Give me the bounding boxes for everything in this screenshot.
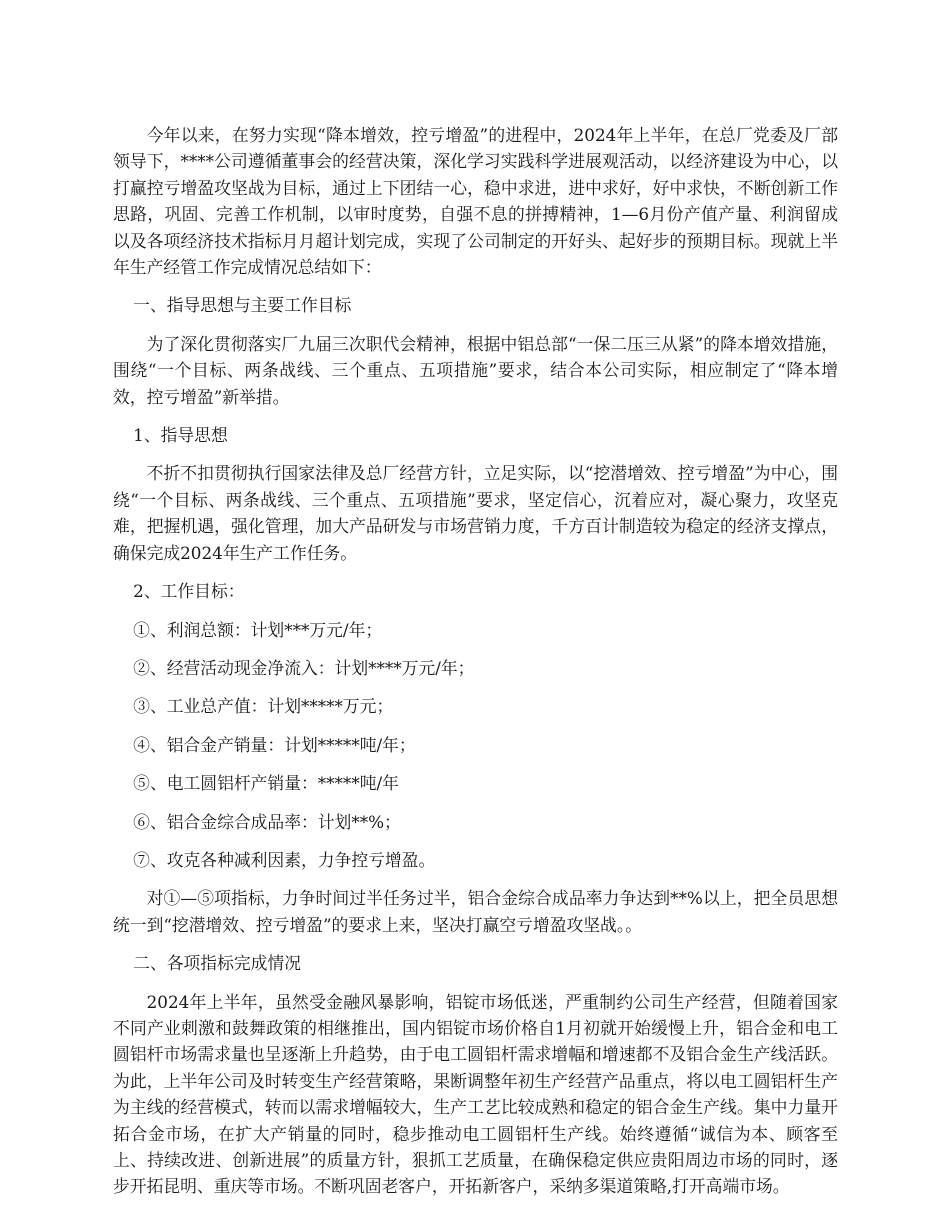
target-item-1: ①、利润总额：计划***万元/年； bbox=[133, 619, 383, 640]
targets-summary-paragraph: 对①—⑤项指标，力争时间过半任务过半，铝合金综合成品率力争达到**%以上，把全员思想统一到“挖潜增效、控亏增盈”的要求上来，坚决打赢空亏增盈攻坚战。。 bbox=[113, 888, 838, 935]
section-heading-1: 一、指导思想与主要工作目标 bbox=[133, 295, 352, 316]
section-2-paragraph: 2024年上半年，虽然受金融风暴影响，铝锭市场低迷，严重制约公司生产经营，但随着国家不同产业刺激和鼓舞政策的相继推出，国内铝锭市场价格自1月初就开始缓慢上升，铝合金和电工圆铝杆市场需求量也呈逐渐上升趋势，由于电工圆铝杆需求增幅和增速都不及铝合金生产线活跃。为此，上半年公司及时转变生产经营策略，果断调整年初生产经营产品重点，将以电工圆铝杆生产为主线的经营模式，转而以需求增幅较大，生产工艺比较成熟和稳定的铝合金生产线。集中力量开拓合金市场，在扩大产销量的同时，稳步推动电工圆铝杆生产线。始终遵循“诚信为本、顾客至上、持续改进、创新进展”的质量方针，狠抓工艺质量，在确保稳定供应贵阳周边市场的同时，逐步开拓昆明、重庆等市场。不断巩固老客户，开拓新客户，采纳多渠道策略,打开高端市场。 bbox=[113, 991, 838, 1197]
target-item-3: ③、工业总产值：计划*****万元； bbox=[133, 696, 394, 717]
document-body bbox=[113, 122, 838, 1212]
target-item-6: ⑥、铝合金综合成品率：计划**%； bbox=[133, 811, 401, 832]
section-1-paragraph: 为了深化贯彻落实厂九届三次职代会精神，根据中铝总部“一保二压三从紧”的降本增效措施，围绕“一个目标、两条战线、三个重点、五项措施”要求，结合本公司实际，相应制定了“降本增效，控亏增盈”新举措。 bbox=[113, 333, 838, 407]
target-item-7: ⑦、攻克各种减利因素，力争控亏增盈。 bbox=[133, 849, 436, 870]
target-item-4: ④、铝合金产销量：计划*****吨/年； bbox=[133, 734, 416, 755]
target-item-5: ⑤、电工圆铝杆产销量：*****吨/年 bbox=[133, 773, 399, 794]
guiding-thought-paragraph: 不折不扣贯彻执行国家法律及总厂经营方针，立足实际，以“挖潜增效、控亏增盈”为中心，围绕“一个目标、两条战线、三个重点、五项措施”要求，坚定信心，沉着应对，凝心聚力，攻坚克难，把握机遇，强化管理，加大产品研发与市场营销力度，千方百计制造较为稳定的经济支撑点，确保完成2024年生产工作任务。 bbox=[113, 463, 838, 563]
intro-paragraph: 今年以来，在努力实现“降本增效，控亏增盈”的进程中，2024年上半年，在总厂党委及厂部领导下，****公司遵循董事会的经营决策，深化学习实践科学进展观活动，以经济建设为中心，以打赢控亏增盈攻坚战为目标，通过上下团结一心，稳中求进，进中求好，好中求快，不断创新工作思路，巩固、完善工作机制，以审时度势，自强不息的拼搏精神，1—6月份产值产量、利润留成以及各项经济技术指标月月超计划完成，实现了公司制定的开好头、起好步的预期目标。现就上半年生产经管工作完成情况总结如下： bbox=[113, 125, 838, 278]
subheading-guiding-thought: 1、指导思想 bbox=[133, 425, 228, 446]
target-item-2: ②、经营活动现金净流入：计划****万元/年； bbox=[133, 657, 475, 678]
section-heading-2: 二、各项指标完成情况 bbox=[133, 953, 301, 974]
subheading-work-targets: 2、工作目标： bbox=[133, 581, 245, 602]
